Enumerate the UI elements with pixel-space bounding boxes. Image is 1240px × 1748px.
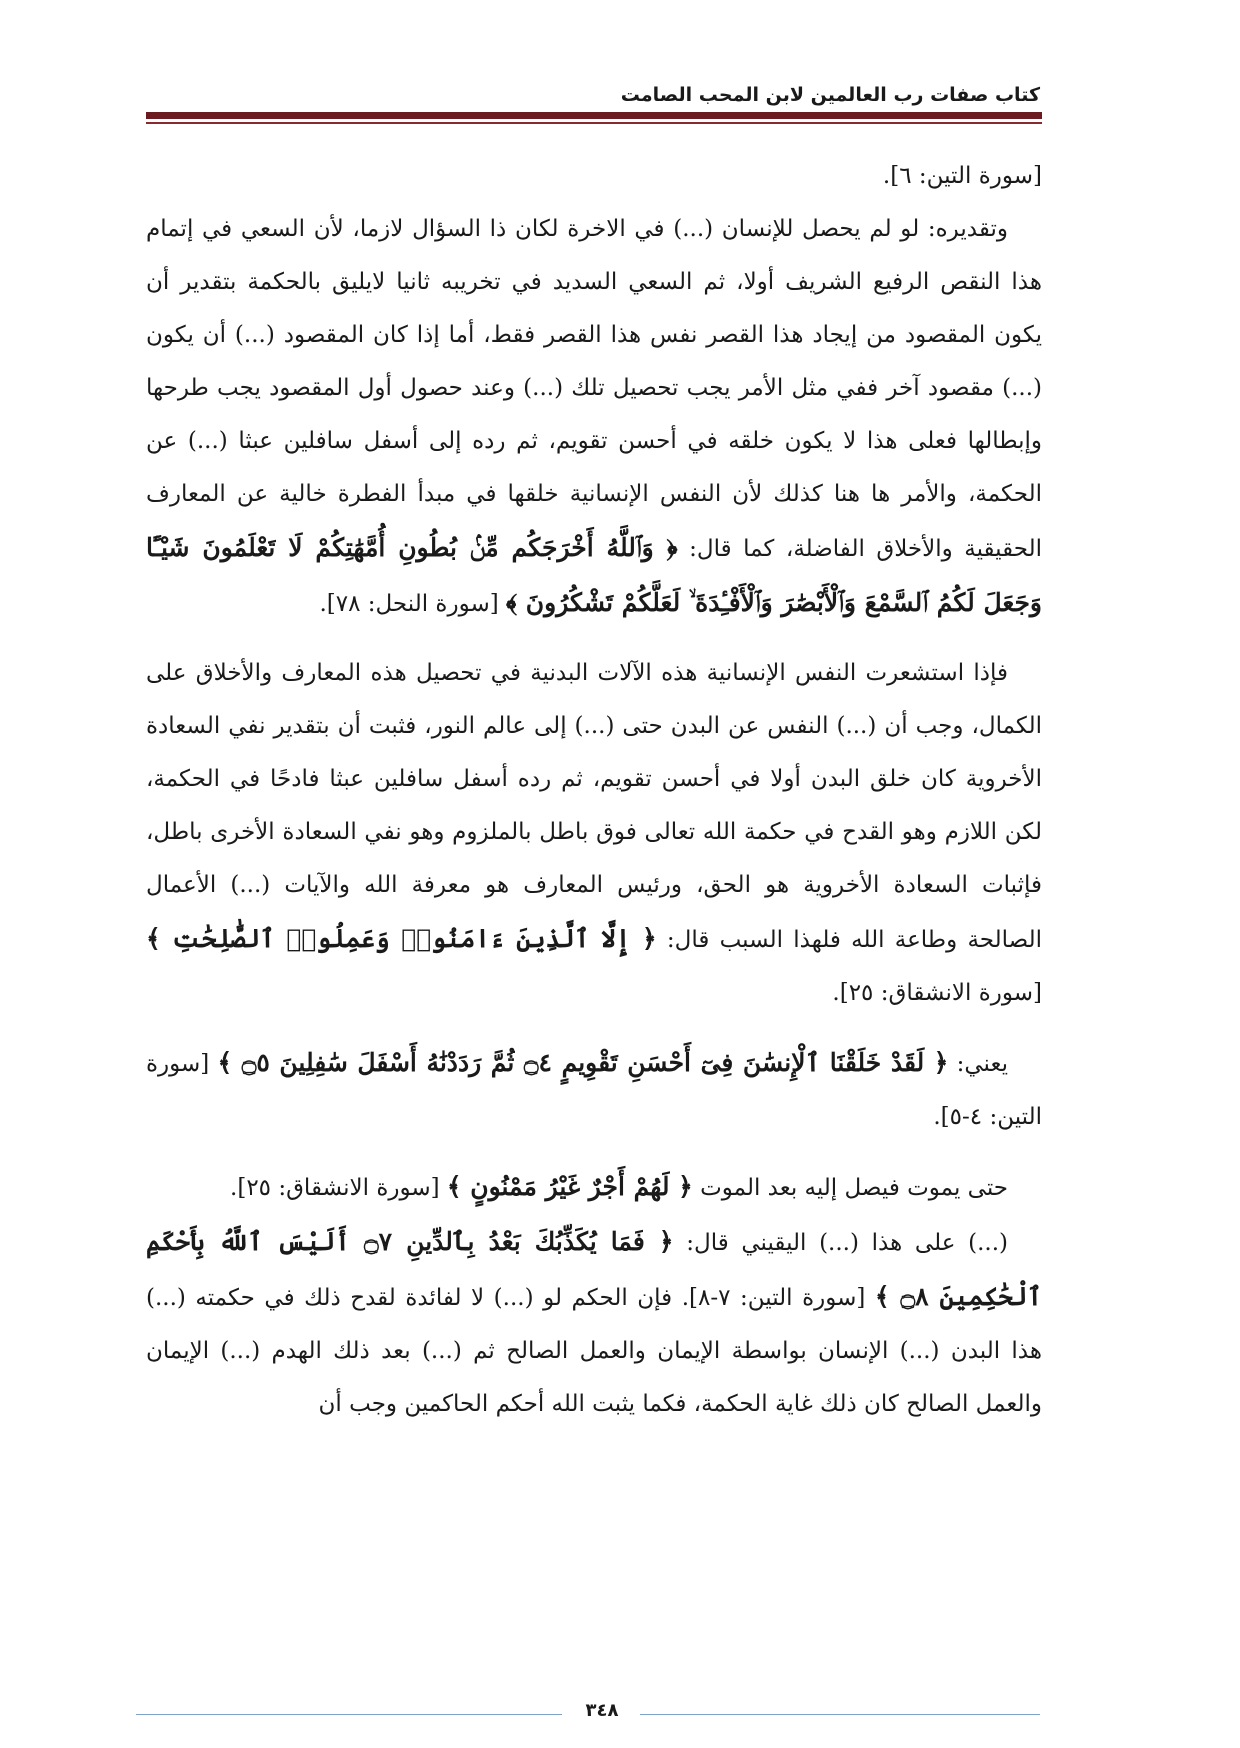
paragraph-text: فإذا استشعرت النفس الإنسانية هذه الآلات البدنية في تحصيل هذه المعارف والأخلاق على الكمال، وجب أن (...) النفس عن البدن حتى (...) إلى عالم النور، فثبت أن بتقدير نفي السعادة الأخروية كان خلق البدن أولا في أحسن تقويم، ثم رده أسفل سافلين عبثا فادحًا في الحكمة، لكن اللازم وهو القدح في حكمة الله تعالى فوق باطل بالملزوم وهو نفي السعادة الأخرى باطل، فإثبات السعادة الأخروية هو الحق، ورئيس المعارف هو معرفة الله والآيات (...) الأعمال الصالحة وطاعة الله فلهذا السبب قال: [146,660,1042,953]
quran-verse: ﴿ فَمَا يُكَذِّبُكَ بَعْدُ بِٱلدِّينِ ۝٧ أَلَيْسَ ٱللَّهُ بِأَحْكَمِ ٱلْحَٰكِمِينَ ۝٨ ﴾ [146,1227,1042,1311]
paragraph-conclusion [146,1215,1042,1431]
quran-verse: ﴿ لَهُمْ أَجْرٌ غَيْرُ مَمْنُونٍ ﴾ [446,1172,693,1201]
paragraph-argument [146,647,1042,1020]
paragraph-meaning [146,1036,1042,1144]
paragraph-explanation [146,203,1042,631]
quran-verse: ﴿ لَقَدْ خَلَقْنَا ٱلْإِنسَٰنَ فِىٓ أَحْسَنِ تَقْوِيمٍ ۝٤ ثُمَّ رَدَدْنَٰهُ أَسْفَلَ سَٰفِلِينَ ۝٥ ﴾ [217,1048,949,1077]
paragraph-text: وتقديره: لو لم يحصل للإنسان (...) في الاخرة لكان ذا السؤال لازما، لأن السعي في إتمام هذا النقص الرفيع الشريف أولا، ثم السعي السديد في تخريبه ثانيا لايليق بالحكمة بتقدير أن يكون المقصود من إيجاد هذا القصر نفس هذا القصر فقط، أما إذا كان المقصود (...) أن يكون (...) مقصود آخر ففي مثل الأمر يجب تحصيل تلك (...) وعند حصول أول المقصود يجب طرحها وإبطالها فعلى هذا لا يكون خلقه في أحسن تقويم، ثم رده إلى أسفل سافلين عبثا (...) عن الحكمة، والأمر ها هنا كذلك لأن النفس الإنسانية خلقها في مبدأ الفطرة خالية عن المعارف الحقيقية والأخلاق الفاضلة، كما قال: [146,216,1042,562]
paragraph-text: حتى يموت فيصل إليه بعد الموت [692,1175,1008,1201]
surah-reference: [سورة الانشقاق: ٢٥]. [832,980,1042,1006]
paragraph-surah-ref: [سورة التين: ٦]. [882,163,1042,189]
footer-divider-left [136,1714,562,1715]
page-body [146,150,1042,1431]
header-divider-thick [146,112,1042,119]
surah-reference: [سورة النحل: ٧٨]. [319,591,507,617]
page-number: ٣٤٨ [585,1700,619,1721]
footer-divider-right [640,1714,1040,1715]
paragraph-text: (...) على هذا (...) اليقيني قال: [673,1230,1008,1256]
surah-reference: [سورة التين: ٤-٥]. [146,1051,1042,1130]
quran-verse: ﴿ وَٱللَّهُ أَخْرَجَكُم مِّنۢ بُطُونِ أُمَّهَٰتِكُمْ لَا تَعْلَمُونَ شَيْـًٔا وَجَعَلَ لَكُمُ ٱلسَّمْعَ وَٱلْأَبْصَٰرَ وَٱلْأَفْـِٔدَةَ ۙ لَعَلَّكُمْ تَشْكُرُونَ ﴾ [146,533,1042,617]
header-divider-thin [146,122,1042,124]
running-header-title: كتاب صفات رب العالمين لابن المحب الصامت [620,84,1040,106]
surah-reference: [سورة الانشقاق: ٢٥]. [230,1175,447,1201]
paragraph-reward [146,1160,1042,1215]
quran-verse: ﴿ إِلَّا ٱلَّذِينَ ءَامَنُوا۟ وَعَمِلُوا۟ ٱلصَّٰلِحَٰتِ ﴾ [146,924,657,953]
paragraph-text: [سورة التين: ٧-٨]. فإن الحكم لو (...) لا لفائدة لقدح ذلك في حكمته (...) هذا البدن (...) الإنسان بواسطة الإيمان والعمل الصالح ثم (...) بعد ذلك الهدم (...) الإيمان والعمل الصالح كان ذلك غاية الحكمة، فكما يثبت الله أحكم الحاكمين وجب أن [146,1285,1042,1417]
paragraph-text: يعني: [948,1051,1008,1077]
